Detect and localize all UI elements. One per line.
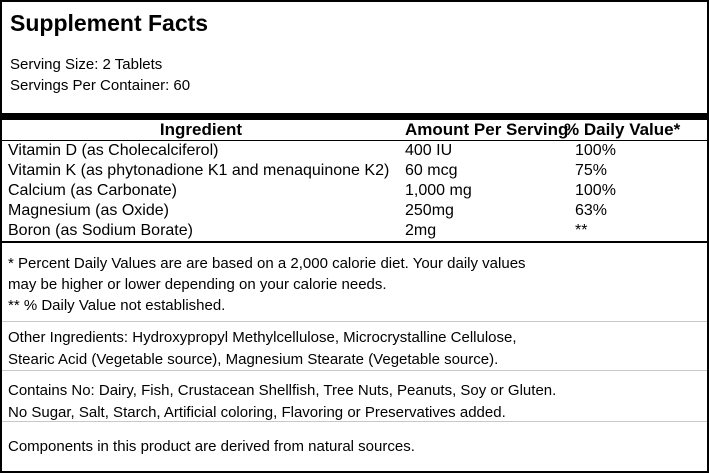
ingredient-amount: 1,000 mg — [405, 181, 472, 199]
ingredient-daily-value: 100% — [575, 141, 616, 159]
thick-divider-bar — [2, 113, 707, 120]
label-header-section — [2, 2, 707, 113]
ingredient-amount: 2mg — [405, 221, 437, 239]
footnote-not-established: ** % Daily Value not established. — [8, 296, 226, 314]
ingredient-name: Vitamin D (as Cholecalciferol) — [8, 141, 219, 159]
components-line: Components in this product are derived from natural sources. — [8, 437, 415, 455]
components-section — [2, 422, 707, 472]
column-header-daily-value: % Daily Value* — [562, 120, 707, 141]
other-ingredients-line: Other Ingredients: Hydroxypropyl Methylcellulose, Microcrystalline Cellulose, — [8, 328, 517, 346]
table-row — [2, 161, 707, 181]
contains-no-section — [2, 371, 707, 421]
ingredient-amount: 60 mcg — [405, 161, 458, 179]
serving-info — [10, 54, 699, 96]
servings-per-container: Servings Per Container: 60 — [10, 77, 191, 94]
table-header-row — [2, 120, 707, 141]
column-header-ingredient: Ingredient — [2, 120, 400, 141]
ingredient-amount: 400 IU — [405, 141, 453, 159]
table-row — [2, 201, 707, 221]
daily-value-footnote-section — [2, 243, 707, 321]
footnote-line: may be higher or lower depending on your calorie needs. — [8, 275, 387, 293]
ingredient-name: Calcium (as Carbonate) — [8, 181, 177, 199]
other-ingredients-line: Stearic Acid (Vegetable source), Magnesium Stearate (Vegetable source). — [8, 350, 499, 368]
ingredient-name: Boron (as Sodium Borate) — [8, 221, 193, 239]
ingredient-amount: 250mg — [405, 201, 454, 219]
ingredient-table — [2, 120, 707, 241]
table-row — [2, 181, 707, 201]
label-title: Supplement Facts — [10, 10, 209, 36]
ingredient-daily-value: 100% — [575, 181, 616, 199]
ingredient-name: Vitamin K (as phytonadione K1 and menaquinone K2) — [8, 161, 390, 179]
ingredient-daily-value: 63% — [575, 201, 608, 219]
column-header-amount-per-serving: Amount Per Serving — [400, 120, 562, 141]
table-row — [2, 141, 707, 161]
footnote-line: * Percent Daily Values are are based on a 2,000 calorie diet. Your daily values — [8, 254, 526, 272]
ingredient-name: Magnesium (as Oxide) — [8, 201, 169, 219]
ingredient-daily-value: 75% — [575, 161, 608, 179]
ingredient-daily-value: ** — [575, 221, 588, 239]
contains-no-line: No Sugar, Salt, Starch, Artificial coloring, Flavoring or Preservatives added. — [8, 403, 506, 421]
table-row — [2, 221, 707, 241]
serving-size: Serving Size: 2 Tablets — [10, 56, 163, 73]
other-ingredients-section — [2, 322, 707, 370]
contains-no-line: Contains No: Dairy, Fish, Crustacean Shellfish, Tree Nuts, Peanuts, Soy or Gluten. — [8, 381, 557, 399]
